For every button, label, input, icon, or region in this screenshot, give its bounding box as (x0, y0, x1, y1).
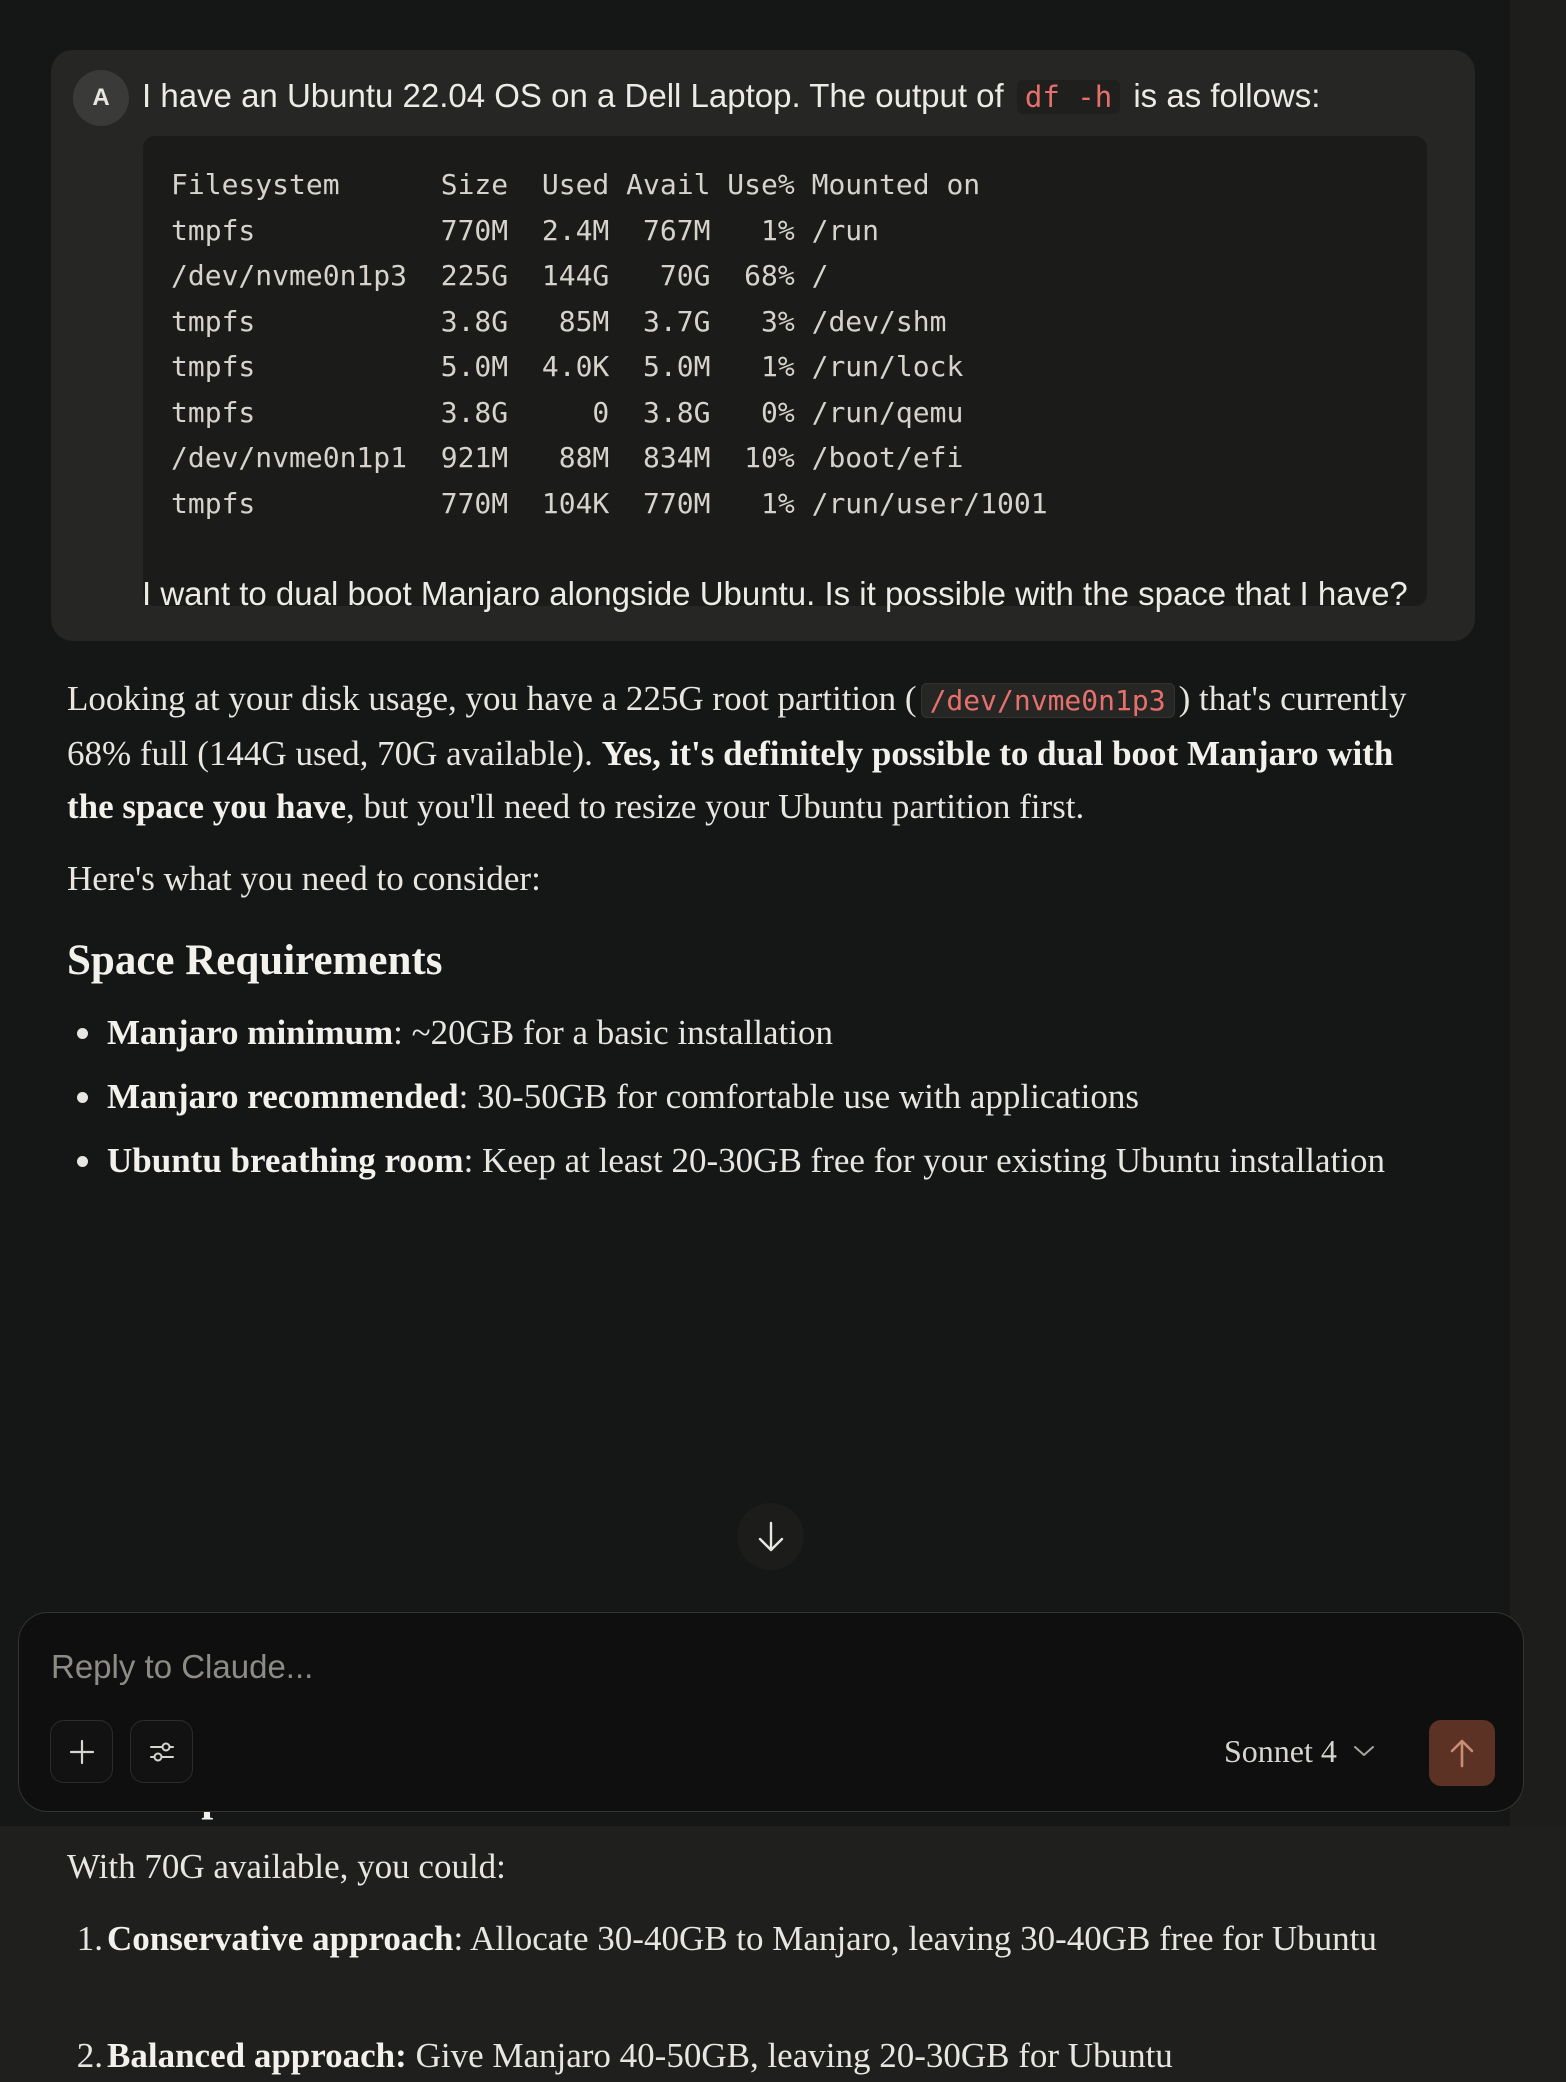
scroll-to-bottom-button[interactable] (737, 1503, 804, 1570)
arrow-up-icon (1448, 1737, 1476, 1769)
model-name: Sonnet 4 (1224, 1732, 1337, 1769)
reply-input[interactable] (49, 1641, 1453, 1693)
model-selector[interactable] (1224, 1723, 1375, 1779)
add-attachment-button[interactable] (50, 1720, 113, 1783)
response-paragraph-2: Here's what you need to consider: (67, 859, 541, 898)
message-composer (18, 1612, 1524, 1812)
chevron-down-icon (1353, 1744, 1375, 1758)
bullet-text: : Keep at least 20-30GB free for your existing Ubuntu installation (463, 1141, 1386, 1180)
plus-icon (69, 1739, 95, 1765)
bullet-bold: Ubuntu breathing room (107, 1141, 464, 1180)
response-paragraph-3: With 70G available, you could: (67, 1847, 506, 1886)
bullet-bold: Manjaro minimum (107, 1013, 394, 1052)
numbered-item (76, 2029, 1407, 2082)
bullet-dot (77, 1156, 88, 1167)
bullet-dot (77, 1092, 88, 1103)
numbered-label: 2. (76, 2036, 103, 2075)
p1-text-before: Looking at your disk usage, you have a 225G root partition ( (67, 679, 917, 718)
user-message-intro (142, 76, 1320, 117)
intro-text-after: is as follows: (1133, 77, 1321, 114)
p1-inline-code: /dev/nvme0n1p3 (921, 683, 1175, 718)
bullet-text: : ~20GB for a basic installation (393, 1013, 833, 1052)
numbered-bold: Balanced approach: (107, 2036, 407, 2075)
heading-space-requirements: Space Requirements (67, 937, 443, 984)
tools-button[interactable] (130, 1720, 193, 1783)
send-button[interactable] (1429, 1720, 1495, 1786)
bullet-item (107, 1134, 1407, 1187)
bullet-dot (77, 1028, 88, 1039)
p1-bold-text: Yes, it's definitely possible to dual boot Manjaro with the space you have (67, 734, 1394, 826)
arrow-down-icon (756, 1520, 786, 1554)
intro-text-before: I have an Ubuntu 22.04 OS on a Dell Laptop. The output of (142, 77, 1004, 114)
user-message (51, 50, 1475, 641)
intro-inline-code: df -h (1017, 80, 1120, 114)
sliders-icon (148, 1739, 176, 1765)
bullet-bold: Manjaro recommended (107, 1077, 459, 1116)
numbered-item (76, 1912, 1407, 1965)
p1-text-end: , but you'll need to resize your Ubuntu partition first. (346, 787, 1085, 826)
numbered-text: : Allocate 30-40GB to Manjaro, leaving 30-40GB free for Ubuntu (453, 1919, 1377, 1958)
numbered-bold: Conservative approach (107, 1919, 454, 1958)
df-output-code-block (143, 136, 1427, 606)
bullet-item (107, 1070, 1407, 1123)
numbered-label: 1. (76, 1919, 103, 1958)
bullet-item (107, 1006, 1407, 1059)
p1-text-after: ) that's currently 68% full (144G used, 70G available). (67, 679, 1407, 773)
bullet-text: : 30-50GB for comfortable use with applications (458, 1077, 1139, 1116)
user-avatar: A (73, 70, 129, 126)
user-question: I want to dual boot Manjaro alongside Ubuntu. Is it possible with the space that I have? (142, 575, 1408, 612)
df-output-text: Filesystem Size Used Avail Use% Mounted on tmpfs 770M 2.4M 767M 1% /run /dev/nvme0n1p3 225G 144G 70G 68% / tmpfs 3.8G 85M 3.7G 3% /dev/shm tmpfs 5.0M 4.0K 5.0M 1% /run/lock tmpfs 3.8G 0 3.8G 0% /run/qemu /dev/nvme0n1p1 921M 88M 834M 10% /boot/efi tmpfs 770M 104K 770M 1% /run/user/1001 (171, 168, 1048, 520)
numbered-text: Give Manjaro 40-50GB, leaving 20-30GB for Ubuntu (406, 2036, 1173, 2075)
response-paragraph-1 (67, 672, 1447, 833)
